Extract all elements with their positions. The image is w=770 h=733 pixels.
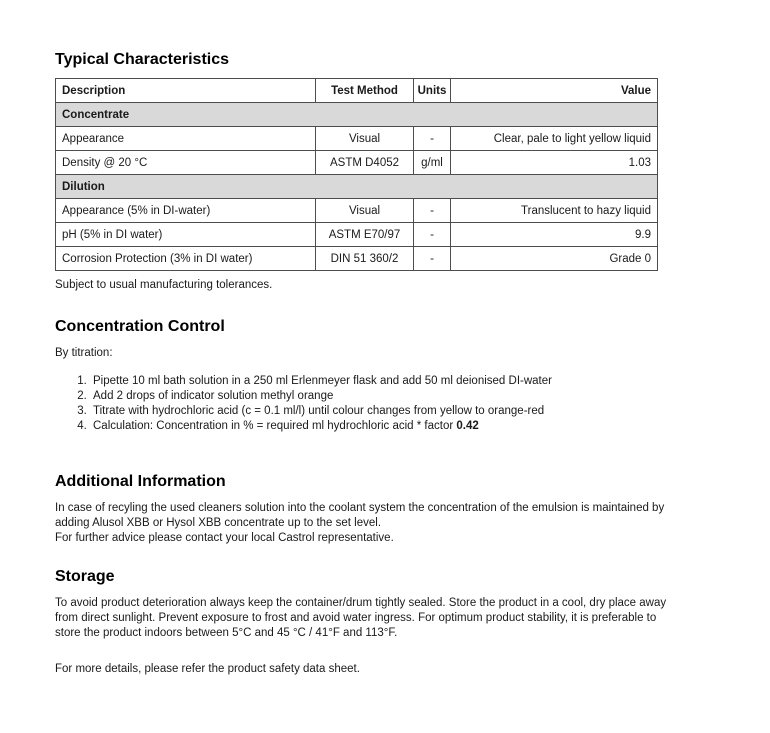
table-row — [56, 247, 658, 271]
cell-units: - — [414, 199, 451, 223]
group-row-dilution — [56, 175, 658, 199]
safety-data-sheet-note: For more details, please refer the product safety data sheet. — [55, 663, 360, 675]
header-cell-units: Units — [414, 79, 451, 103]
table-header-row — [56, 79, 658, 103]
cell-test-method: DIN 51 360/2 — [316, 247, 414, 271]
cell-description: pH (5% in DI water) — [56, 223, 316, 247]
header-cell-value: Value — [451, 79, 658, 103]
cell-test-method: Visual — [316, 127, 414, 151]
titration-intro: By titration: — [55, 347, 113, 359]
section-title-typical-characteristics: Typical Characteristics — [55, 51, 230, 68]
additional-information-paragraph — [55, 501, 715, 546]
group-row-concentrate — [56, 103, 658, 127]
paragraph-line: In case of recyling the used cleaners solution into the coolant system the concentration of the emulsion is maintained by — [55, 502, 665, 514]
cell-units: - — [414, 223, 451, 247]
paragraph-line: store the product indoors between 5°C and 45 °C / 41°F and 113°F. — [55, 627, 398, 639]
cell-description: Appearance — [56, 127, 316, 151]
list-item — [90, 419, 715, 434]
group-label-dilution: Dilution — [56, 175, 658, 199]
cell-description: Density @ 20 °C — [56, 151, 316, 175]
header-cell-description: Description — [56, 79, 316, 103]
cell-test-method: Visual — [316, 199, 414, 223]
table-footnote: Subject to usual manufacturing tolerances. — [55, 279, 273, 291]
cell-test-method: ASTM E70/97 — [316, 223, 414, 247]
cell-value: Clear, pale to light yellow liquid — [451, 127, 658, 151]
step4-text: Calculation: Concentration in % = required ml hydrochloric acid * factor — [93, 420, 457, 432]
section-title-concentration-control: Concentration Control — [55, 318, 225, 335]
cell-test-method: ASTM D4052 — [316, 151, 414, 175]
header-cell-test-method: Test Method — [316, 79, 414, 103]
step4-factor-value: 0.42 — [456, 420, 479, 432]
cell-value: 9.9 — [451, 223, 658, 247]
paragraph-line: adding Alusol XBB or Hysol XBB concentrate up to the set level. — [55, 517, 382, 529]
cell-value: Translucent to hazy liquid — [451, 199, 658, 223]
table-row — [56, 223, 658, 247]
paragraph-line: from direct sunlight. Prevent exposure to frost and avoid water ingress. For optimum product stability, it is preferable to — [55, 612, 657, 624]
table-row — [56, 151, 658, 175]
storage-paragraph — [55, 596, 715, 641]
cell-value: Grade 0 — [451, 247, 658, 271]
section-title-additional-information: Additional Information — [55, 473, 226, 490]
cell-description: Appearance (5% in DI-water) — [56, 199, 316, 223]
paragraph-line: For further advice please contact your local Castrol representative. — [55, 532, 394, 544]
cell-value: 1.03 — [451, 151, 658, 175]
list-item: 1. Pipette 10 ml bath solution in a 250 ml Erlenmeyer flask and add 50 ml deionised DI-water — [90, 374, 715, 389]
cell-units: - — [414, 127, 451, 151]
table-row — [56, 199, 658, 223]
group-label-concentrate: Concentrate — [56, 103, 658, 127]
table-row — [56, 127, 658, 151]
paragraph-line: To avoid product deterioration always keep the container/drum tightly sealed. Store the product in a cool, dry place away — [55, 597, 667, 609]
titration-steps-list — [55, 374, 715, 434]
list-item: 2. Add 2 drops of indicator solution methyl orange — [90, 389, 715, 404]
characteristics-table — [55, 78, 658, 271]
cell-description: Corrosion Protection (3% in DI water) — [56, 247, 316, 271]
cell-units: - — [414, 247, 451, 271]
cell-units: g/ml — [414, 151, 451, 175]
list-item: 3. Titrate with hydrochloric acid (c = 0.1 ml/l) until colour changes from yellow to orange-red — [90, 404, 715, 419]
section-title-storage: Storage — [55, 568, 115, 585]
